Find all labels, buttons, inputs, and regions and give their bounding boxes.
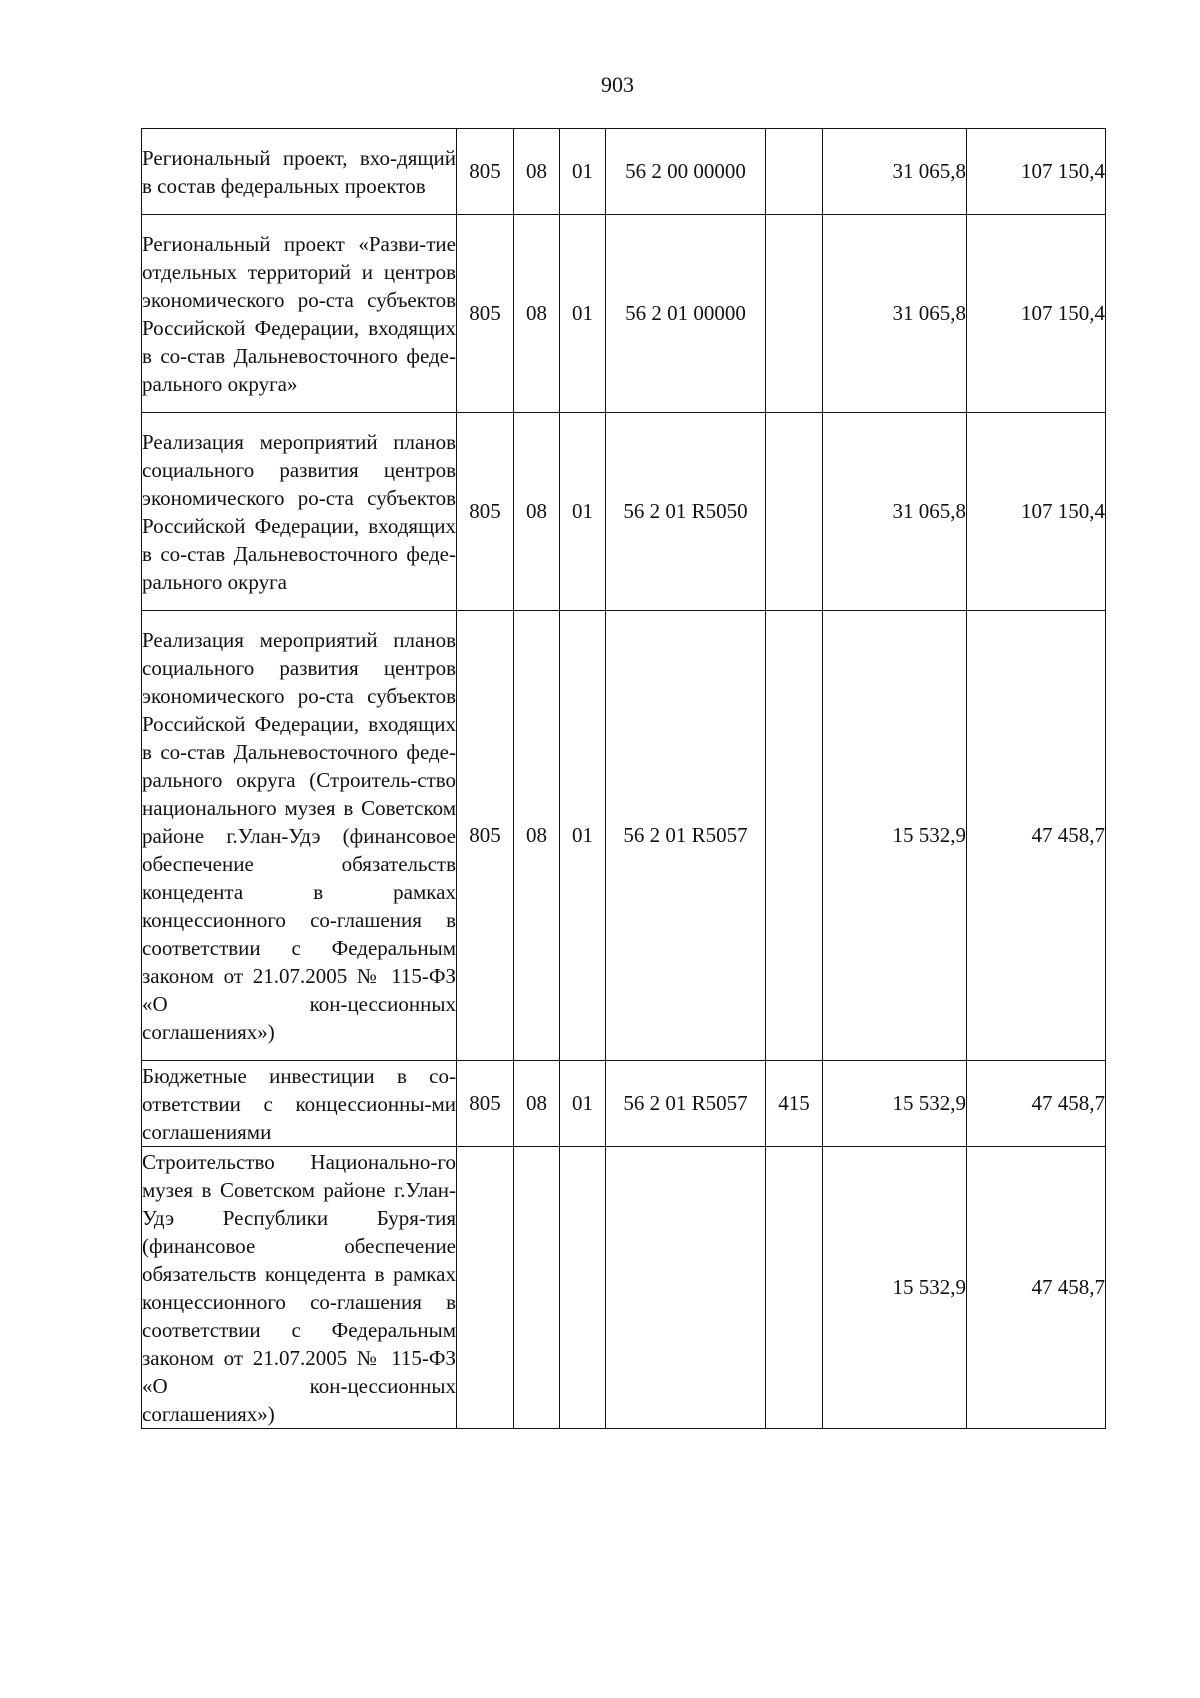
expense-type-code <box>766 413 823 611</box>
ministry-code: 805 <box>457 611 514 1061</box>
expense-type-code: 415 <box>766 1061 823 1147</box>
subsection-code: 01 <box>560 413 606 611</box>
target-code: 56 2 01 R5050 <box>606 413 766 611</box>
subsection-code: 01 <box>560 215 606 413</box>
table-row <box>142 611 1106 1061</box>
row-name: Региональный проект «Разви-тие отдельных территорий и центров экономического ро-ста субъектов Российской Федерации, входящих в со-став Дальневосточного феде-рального округа» <box>142 215 457 413</box>
table-row <box>142 413 1106 611</box>
row-name: Строительство Национально-го музея в Советском районе г.Улан-Удэ Республики Буря-тия (финансовое обеспечение обязательств концедента в рамках концессионного со-глашения в соответствии с Федеральным законом от 21.07.2005 № 115-ФЗ «О кон-цессионных соглашениях») <box>142 1147 457 1429</box>
section-code <box>514 1147 560 1429</box>
amount-1: 31 065,8 <box>823 129 967 215</box>
subsection-code: 01 <box>560 129 606 215</box>
page-number: 903 <box>601 72 634 97</box>
section-code: 08 <box>514 129 560 215</box>
table-row <box>142 129 1106 215</box>
target-code: 56 2 00 00000 <box>606 129 766 215</box>
subsection-code <box>560 1147 606 1429</box>
amount-2: 47 458,7 <box>967 611 1106 1061</box>
row-name: Реализация мероприятий планов социального развития центров экономического ро-ста субъектов Российской Федерации, входящих в со-став Дальневосточного феде-рального округа <box>142 413 457 611</box>
subsection-code: 01 <box>560 1061 606 1147</box>
section-code: 08 <box>514 611 560 1061</box>
row-name: Реализация мероприятий планов социального развития центров экономического ро-ста субъектов Российской Федерации, входящих в со-став Дальневосточного феде-рального округа (Строитель-ство национального музея в Советском районе г.Улан-Удэ (финансовое обеспечение обязательств концедента в рамках концессионного со-глашения в соответствии с Федеральным законом от 21.07.2005 № 115-ФЗ «О кон-цессионных соглашениях») <box>142 611 457 1061</box>
subsection-code: 01 <box>560 611 606 1061</box>
expense-type-code <box>766 215 823 413</box>
table-row <box>142 215 1106 413</box>
target-code <box>606 1147 766 1429</box>
amount-2: 107 150,4 <box>967 215 1106 413</box>
table-row <box>142 1147 1106 1429</box>
expense-type-code <box>766 129 823 215</box>
amount-1: 15 532,9 <box>823 611 967 1061</box>
row-name: Региональный проект, вхо-дящий в состав федеральных проектов <box>142 129 457 215</box>
target-code: 56 2 01 R5057 <box>606 1061 766 1147</box>
ministry-code: 805 <box>457 413 514 611</box>
section-code: 08 <box>514 413 560 611</box>
amount-1: 15 532,9 <box>823 1147 967 1429</box>
target-code: 56 2 01 R5057 <box>606 611 766 1061</box>
expense-type-code <box>766 1147 823 1429</box>
table-row <box>142 1061 1106 1147</box>
ministry-code <box>457 1147 514 1429</box>
expense-type-code <box>766 611 823 1061</box>
target-code: 56 2 01 00000 <box>606 215 766 413</box>
amount-1: 15 532,9 <box>823 1061 967 1147</box>
amount-2: 107 150,4 <box>967 129 1106 215</box>
amount-1: 31 065,8 <box>823 215 967 413</box>
ministry-code: 805 <box>457 215 514 413</box>
amount-2: 47 458,7 <box>967 1061 1106 1147</box>
amount-2: 107 150,4 <box>967 413 1106 611</box>
section-code: 08 <box>514 215 560 413</box>
amount-1: 31 065,8 <box>823 413 967 611</box>
amount-2: 47 458,7 <box>967 1147 1106 1429</box>
ministry-code: 805 <box>457 1061 514 1147</box>
row-name: Бюджетные инвестиции в со-ответствии с концессионны-ми соглашениями <box>142 1061 457 1147</box>
ministry-code: 805 <box>457 129 514 215</box>
budget-table <box>141 128 1106 1429</box>
section-code: 08 <box>514 1061 560 1147</box>
